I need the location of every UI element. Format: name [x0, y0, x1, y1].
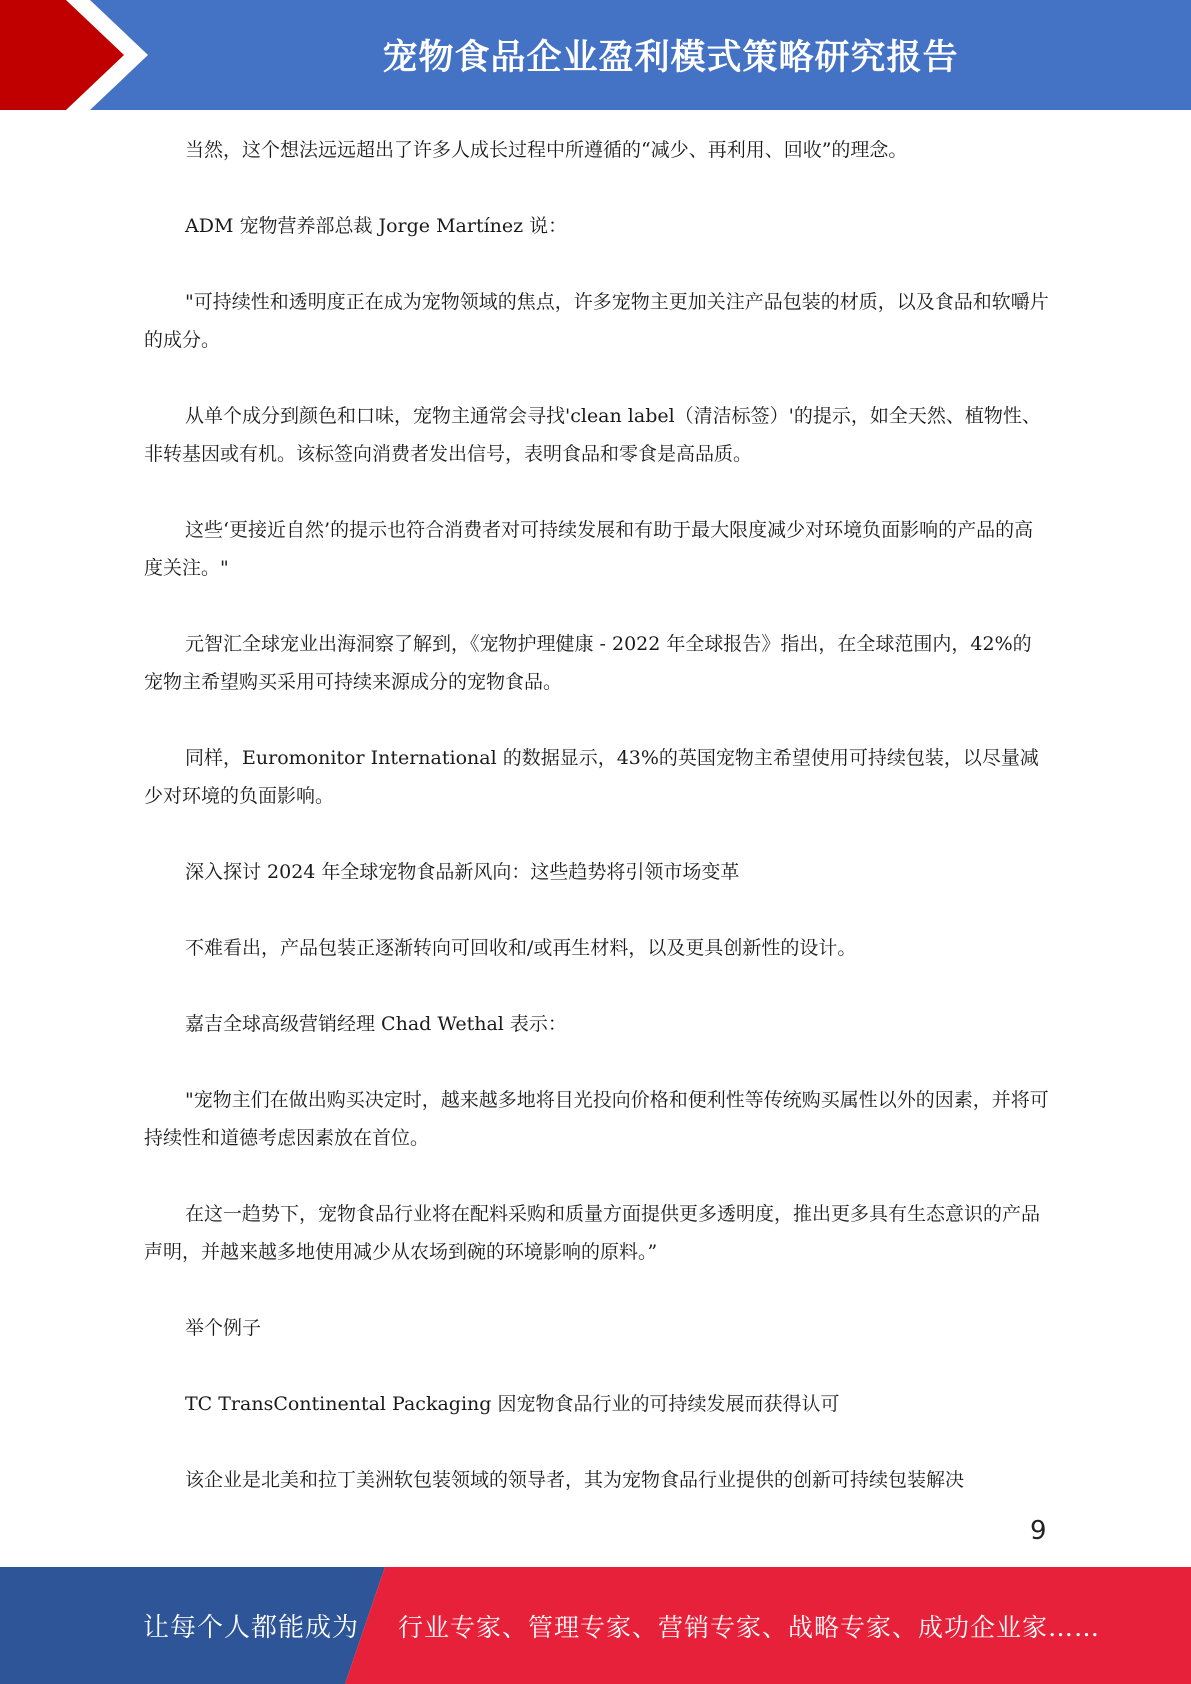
page-header [0, 0, 1191, 110]
report-title: 宠物食品企业盈利模式策略研究报告 [382, 38, 959, 78]
paragraph: 该企业是北美和拉丁美洲软包装领域的领导者，其为宠物食品行业提供的创新可持续包装解决 [185, 1469, 965, 1491]
page-number: 9 [1030, 1516, 1047, 1546]
header-arrow-icon [0, 0, 160, 110]
paragraph: 元智汇全球宠业出海洞察了解到，《宠物护理健康 - 2022 年全球报告》指出，在全球范围内，42%的宠物主希望购买采用可持续来源成分的宠物食品。 [144, 633, 1032, 693]
paragraph: 同样，Euromonitor International 的数据显示，43%的英国宠物主希望使用可持续包装，以尽量减少对环境的负面影响。 [144, 747, 1039, 807]
report-body [144, 131, 1049, 1499]
paragraph: 深入探讨 2024 年全球宠物食品新风向：这些趋势将引领市场变革 [185, 861, 740, 883]
paragraph: "宠物主们在做出购买决定时，越来越多地将目光投向价格和便利性等传统购买属性以外的因素，并将可持续性和道德考虑因素放在首位。 [144, 1089, 1049, 1149]
page-footer [0, 1567, 1191, 1684]
paragraph: ADM 宠物营养部总裁 Jorge Martínez 说： [185, 215, 568, 237]
paragraph: 当然，这个想法远远超出了许多人成长过程中所遵循的“减少、再利用、回收”的理念。 [185, 139, 908, 161]
footer-slogan-left: 让每个人都能成为 [143, 1613, 360, 1643]
paragraph: 从单个成分到颜色和口味，宠物主通常会寻找'clean label（清洁标签）'的提示，如全天然、植物性、非转基因或有机。该标签向消费者发出信号，表明食品和零食是高品质。 [144, 405, 1041, 465]
paragraph: 在这一趋势下，宠物食品行业将在配料采购和质量方面提供更多透明度，推出更多具有生态意识的产品声明，并越来越多地使用减少从农场到碗的环境影响的原料。” [144, 1203, 1041, 1263]
paragraph: 不难看出，产品包装正逐渐转向可回收和/或再生材料，以及更具创新性的设计。 [185, 937, 857, 959]
paragraph: TC TransContinental Packaging 因宠物食品行业的可持续发展而获得认可 [185, 1393, 840, 1415]
paragraph: "可持续性和透明度正在成为宠物领域的焦点，许多宠物主更加关注产品包装的材质，以及食品和软嚼片的成分。 [144, 291, 1049, 351]
paragraph: 这些‘更接近自然’的提示也符合消费者对可持续发展和有助于最大限度减少对环境负面影响的产品的高度关注。" [144, 519, 1034, 579]
footer-slogan-right: 行业专家、管理专家、营销专家、战略专家、成功企业家…… [398, 1612, 1101, 1642]
paragraph: 举个例子 [185, 1317, 262, 1339]
paragraph: 嘉吉全球高级营销经理 Chad Wethal 表示： [185, 1013, 567, 1035]
